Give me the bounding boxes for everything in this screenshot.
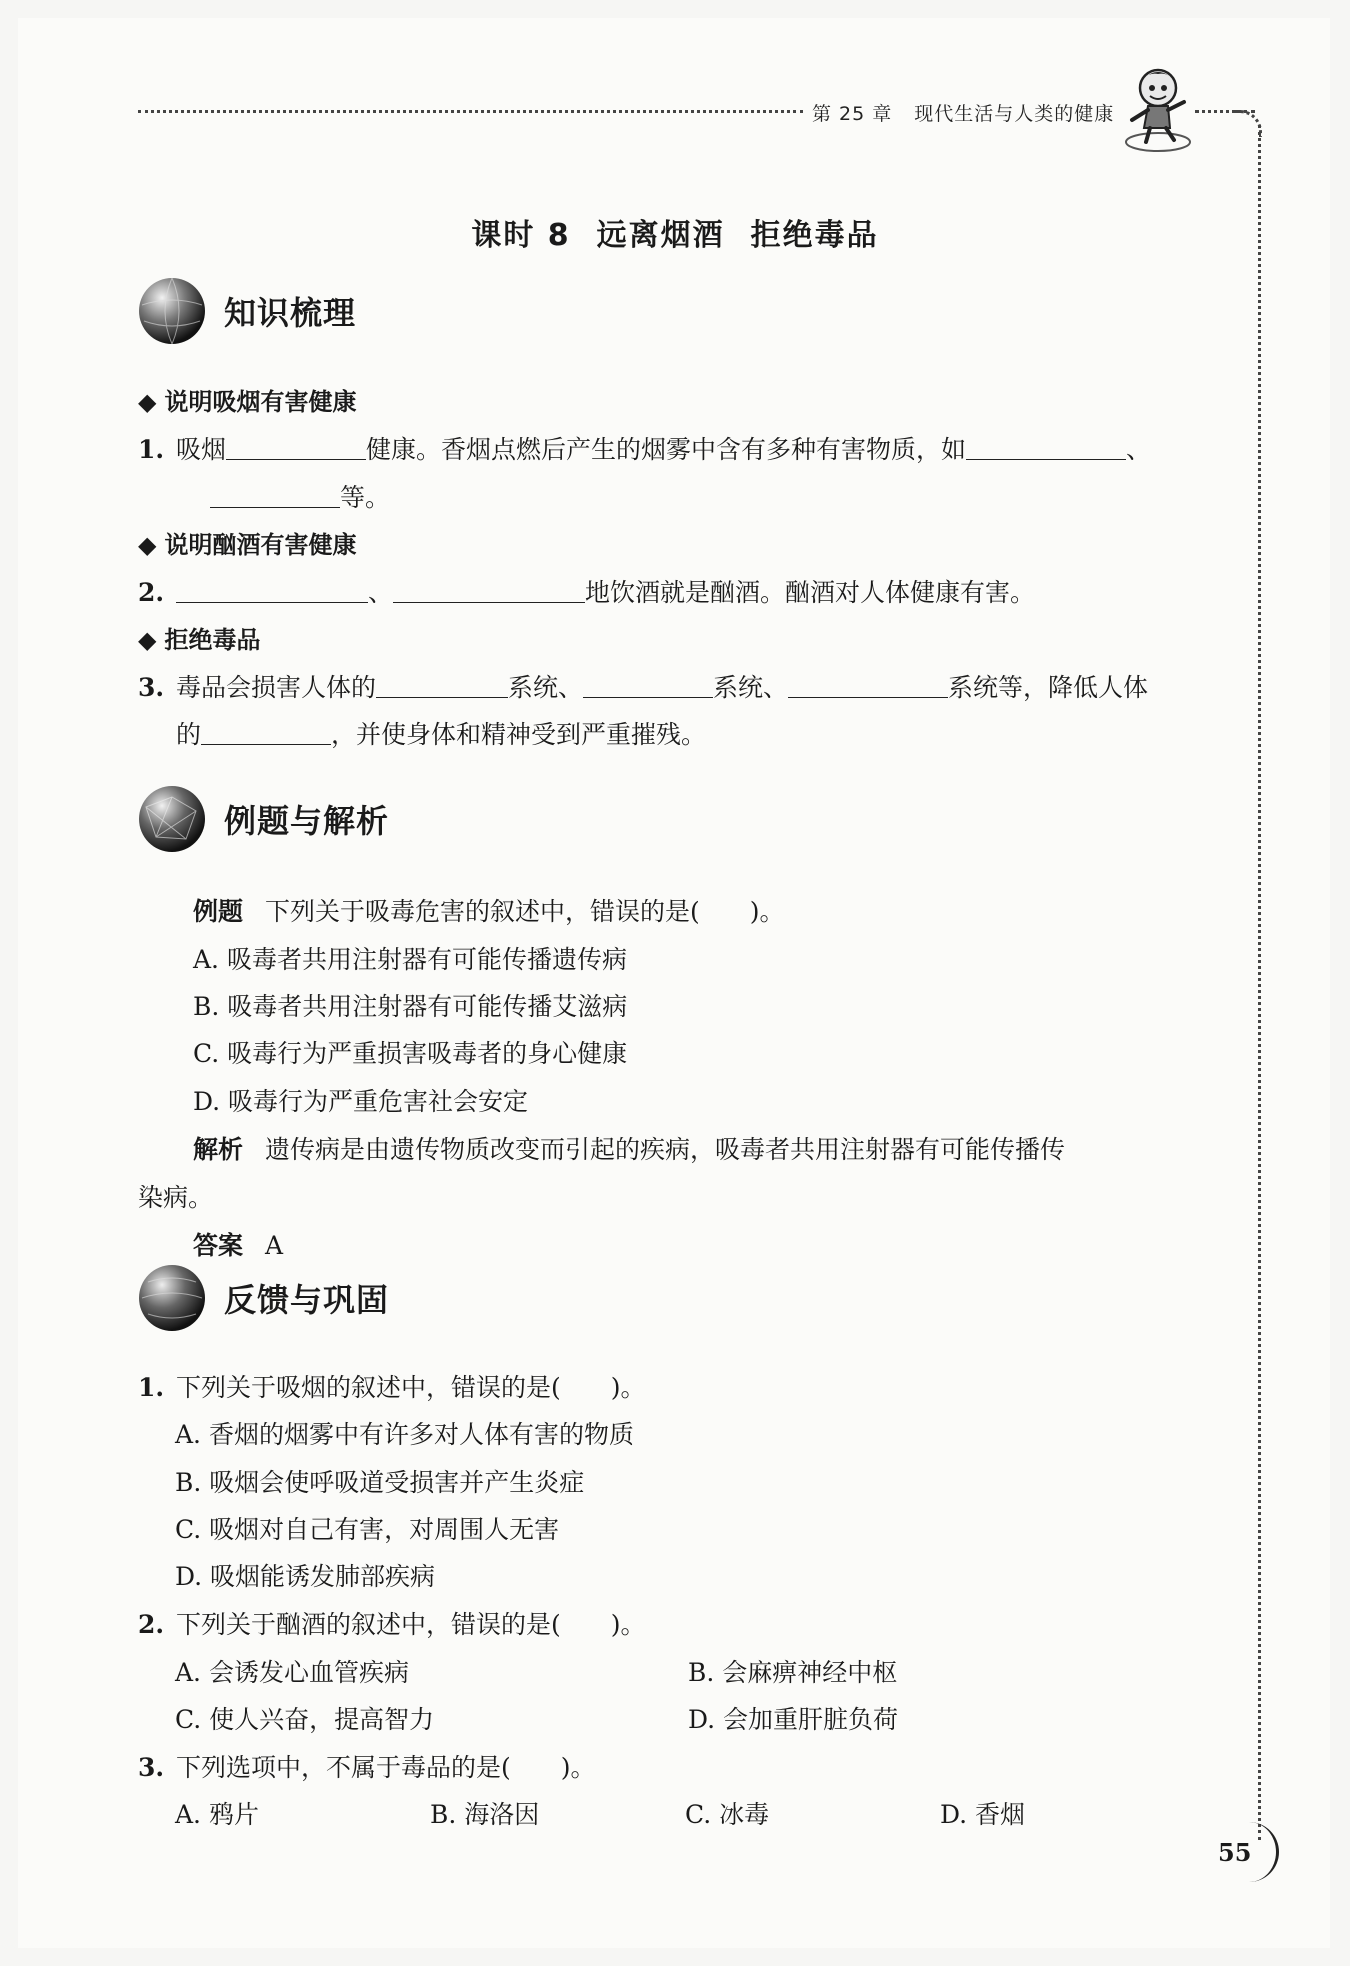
subheading-drugs bbox=[138, 620, 260, 655]
example-option-b: B. 吸毒者共用注射器有可能传播艾滋病 bbox=[193, 992, 628, 1021]
globe-icon bbox=[136, 783, 208, 855]
fill-blank[interactable] bbox=[201, 720, 331, 745]
feedback-q1-option-a: A. 香烟的烟雾中有许多对人体有害的物质 bbox=[175, 1420, 634, 1449]
question-number: 3. bbox=[138, 1753, 165, 1782]
knowledge-q3-line1 bbox=[138, 668, 1148, 704]
knowledge-q1-line1 bbox=[138, 430, 1151, 466]
example-answer bbox=[193, 1226, 283, 1262]
question-number: 1. bbox=[138, 435, 165, 464]
section-example-heading bbox=[136, 783, 389, 855]
q3-text-c: 系统、 bbox=[713, 673, 789, 702]
feedback-q1-text: 下列关于吸烟的叙述中，错误的是( )。 bbox=[176, 1373, 646, 1402]
fill-blank[interactable] bbox=[376, 673, 508, 698]
feedback-q1 bbox=[138, 1368, 646, 1404]
feedback-q1-option-b: B. 吸烟会使呼吸道受损害并产生炎症 bbox=[175, 1468, 585, 1497]
feedback-q3-option-d: D. 香烟 bbox=[940, 1800, 1026, 1829]
feedback-q2-text: 下列关于酗酒的叙述中，错误的是( )。 bbox=[176, 1610, 646, 1639]
question-number: 3. bbox=[138, 673, 165, 702]
chapter-label: 第 25 章 bbox=[812, 103, 893, 125]
q1-text-d: 等。 bbox=[340, 483, 391, 512]
feedback-q2 bbox=[138, 1605, 646, 1641]
q1-text-c: 、 bbox=[1126, 435, 1152, 464]
mascot-illustration bbox=[1118, 62, 1196, 154]
q3-text-d: 系统等，降低人体 bbox=[948, 673, 1149, 702]
example-option-a: A. 吸毒者共用注射器有可能传播遗传病 bbox=[193, 945, 627, 974]
feedback-q3-option-c: C. 冰毒 bbox=[685, 1800, 770, 1829]
example-question bbox=[193, 892, 785, 928]
section-knowledge-title: 知识梳理 bbox=[224, 294, 357, 332]
diamond-bullet-icon: ◆ bbox=[138, 626, 157, 654]
section-knowledge-heading bbox=[136, 275, 356, 347]
question-number: 2. bbox=[138, 1610, 165, 1639]
subheading-drinking bbox=[138, 525, 356, 560]
example-question-text: 下列关于吸毒危害的叙述中，错误的是( )。 bbox=[265, 897, 785, 926]
globe-icon bbox=[136, 1262, 208, 1334]
diamond-bullet-icon: ◆ bbox=[138, 388, 157, 416]
diamond-bullet-icon: ◆ bbox=[138, 531, 157, 559]
subheading-smoking-text: 说明吸烟有害健康 bbox=[164, 388, 357, 416]
feedback-q1-option-c: C. 吸烟对自己有害，对周围人无害 bbox=[175, 1515, 560, 1544]
question-number: 2. bbox=[138, 578, 165, 607]
section-feedback-heading bbox=[136, 1262, 389, 1334]
fill-blank[interactable] bbox=[226, 435, 366, 460]
lesson-number: 课时 8 bbox=[471, 218, 571, 253]
fill-blank[interactable] bbox=[176, 578, 368, 603]
header-dotted-rule bbox=[138, 110, 803, 113]
margin-dotted-rule bbox=[1258, 125, 1261, 1840]
q3-text-f: ，并使身体和精神受到严重摧残。 bbox=[331, 720, 707, 749]
example-option-d: D. 吸毒行为严重危害社会安定 bbox=[193, 1087, 529, 1116]
analysis-label: 解析 bbox=[193, 1135, 244, 1164]
q2-text-a: 、 bbox=[368, 578, 394, 607]
chapter-topic: 现代生活与人类的健康 bbox=[914, 103, 1115, 125]
feedback-q2-option-d: D. 会加重肝脏负荷 bbox=[688, 1705, 899, 1734]
question-number: 1. bbox=[138, 1373, 165, 1402]
knowledge-q3-line2 bbox=[176, 715, 706, 751]
title-part-2: 拒绝毒品 bbox=[750, 218, 879, 253]
subheading-drinking-text: 说明酗酒有害健康 bbox=[164, 531, 357, 559]
fill-blank[interactable] bbox=[210, 483, 340, 508]
section-example-title: 例题与解析 bbox=[224, 802, 390, 840]
example-analysis-line1 bbox=[193, 1130, 1065, 1166]
q3-text-e: 的 bbox=[176, 720, 202, 749]
subheading-smoking bbox=[138, 382, 356, 417]
feedback-q3-text: 下列选项中，不属于毒品的是( )。 bbox=[176, 1753, 596, 1782]
q1-text-b: 健康。香烟点燃后产生的烟雾中含有多种有害物质，如 bbox=[366, 435, 967, 464]
feedback-q2-option-c: C. 使人兴奋，提高智力 bbox=[175, 1705, 435, 1734]
q2-text-b: 地饮酒就是酗酒。酗酒对人体健康有害。 bbox=[585, 578, 1036, 607]
feedback-q3 bbox=[138, 1748, 596, 1784]
subheading-drugs-text: 拒绝毒品 bbox=[164, 626, 261, 654]
page-number: 55 bbox=[1218, 1838, 1252, 1867]
fill-blank[interactable] bbox=[393, 578, 585, 603]
q1-text-a: 吸烟 bbox=[176, 435, 227, 464]
fill-blank[interactable] bbox=[583, 673, 713, 698]
q3-text-b: 系统、 bbox=[508, 673, 584, 702]
running-header bbox=[812, 99, 1114, 126]
feedback-q2-option-b: B. 会麻痹神经中枢 bbox=[688, 1658, 898, 1687]
lesson-title bbox=[0, 210, 1350, 254]
analysis-text-1: 遗传病是由遗传物质改变而引起的疾病，吸毒者共用注射器有可能传播传 bbox=[265, 1135, 1066, 1164]
example-analysis-line2: 染病。 bbox=[138, 1183, 214, 1212]
answer-label: 答案 bbox=[193, 1231, 244, 1260]
knowledge-q2 bbox=[138, 573, 1035, 609]
feedback-q3-option-b: B. 海洛因 bbox=[430, 1800, 540, 1829]
feedback-q1-option-d: D. 吸烟能诱发肺部疾病 bbox=[175, 1562, 436, 1591]
example-option-c: C. 吸毒行为严重损害吸毒者的身心健康 bbox=[193, 1039, 628, 1068]
feedback-q3-option-a: A. 鸦片 bbox=[175, 1800, 259, 1829]
answer-value: A bbox=[265, 1231, 284, 1260]
section-feedback-title: 反馈与巩固 bbox=[224, 1281, 390, 1319]
q3-text-a: 毒品会损害人体的 bbox=[176, 673, 377, 702]
feedback-q2-option-a: A. 会诱发心血管疾病 bbox=[175, 1658, 409, 1687]
example-label: 例题 bbox=[193, 897, 244, 926]
title-part-1: 远离烟酒 bbox=[596, 218, 725, 253]
knowledge-q1-line2 bbox=[210, 478, 390, 514]
fill-blank[interactable] bbox=[966, 435, 1126, 460]
fill-blank[interactable] bbox=[788, 673, 948, 698]
globe-icon bbox=[136, 275, 208, 347]
